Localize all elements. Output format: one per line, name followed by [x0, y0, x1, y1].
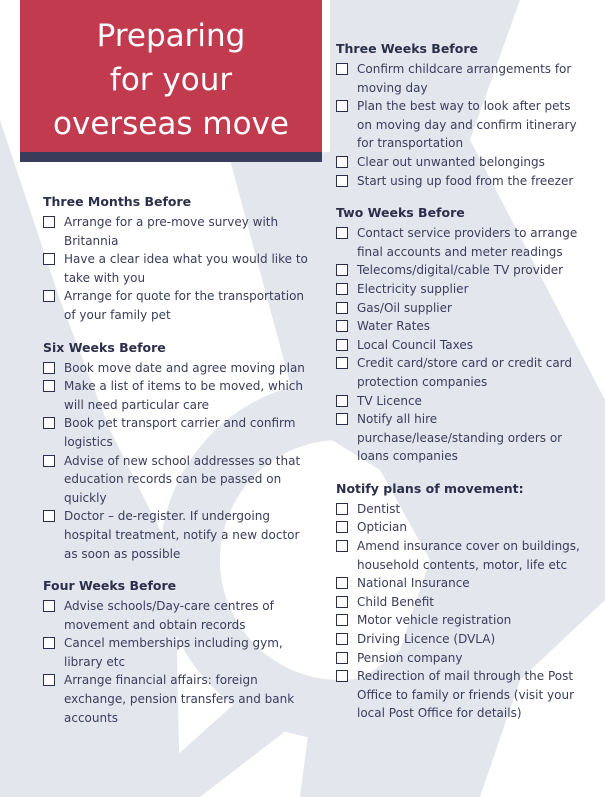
checklist-item-text: Clear out unwanted belongings [357, 154, 545, 169]
checkbox[interactable] [43, 362, 55, 374]
checklist-item [336, 500, 586, 519]
checkbox[interactable] [336, 264, 348, 276]
checklist-item [336, 649, 586, 668]
checklist-item [336, 410, 586, 466]
checkbox[interactable] [336, 670, 348, 682]
checkbox[interactable] [336, 633, 348, 645]
checkbox[interactable] [336, 395, 348, 407]
checklist-item-text: Gas/Oil supplier [357, 300, 452, 315]
checklist-item [43, 671, 313, 727]
checkbox[interactable] [43, 600, 55, 612]
section-notify-plans [336, 480, 586, 723]
checklist-item-text: Driving Licence (DVLA) [357, 632, 496, 647]
checklist-item-text: Make a list of items to be moved, which will need particular care [64, 379, 303, 412]
checklist-item-text: Electricity supplier [357, 281, 469, 296]
checkbox[interactable] [336, 156, 348, 168]
section-heading: Three Weeks Before [336, 41, 478, 56]
section-two-weeks-before [336, 204, 586, 466]
checklist-item [336, 336, 586, 355]
section-heading: Two Weeks Before [336, 205, 465, 221]
checklist-item-text: Confirm childcare arrangements for moving day [357, 62, 572, 95]
checklist-item [336, 299, 586, 318]
checkbox[interactable] [336, 227, 348, 239]
checkbox[interactable] [43, 674, 55, 686]
checkbox[interactable] [43, 216, 55, 228]
checklist-item [336, 611, 586, 630]
checklist-item-text: Start using up food from the freezer [357, 173, 574, 188]
checkbox[interactable] [43, 417, 55, 429]
checklist-item [336, 224, 586, 261]
checklist-item-text: Local Council Taxes [357, 337, 473, 352]
checklist-item-text: Book pet transport carrier and confirm logistics [64, 416, 296, 449]
checklist-item [43, 377, 313, 414]
checklist-item-text: National Insurance [357, 576, 470, 591]
checkbox[interactable] [43, 253, 55, 265]
section-heading: Notify plans of movement: [336, 480, 524, 496]
checklist-item [43, 359, 313, 378]
title-underbar [20, 152, 322, 162]
checkbox[interactable] [43, 455, 55, 467]
checklist-item [43, 452, 313, 508]
checklist-item [336, 354, 586, 391]
checklist-item-text: Water Rates [357, 319, 431, 334]
checkbox[interactable] [43, 290, 55, 302]
checkbox[interactable] [336, 320, 348, 332]
checkbox[interactable] [336, 413, 348, 425]
checkbox[interactable] [336, 614, 348, 626]
checklist-item-text: Optician [357, 520, 407, 535]
section-four-weeks-before [43, 577, 313, 727]
checkbox[interactable] [336, 540, 348, 552]
checklist-item-text: Advise schools/Day-care centres of movement and obtain records [64, 599, 274, 632]
section-six-weeks-before [43, 339, 313, 564]
checklist-item-text: Telecoms/digital/cable TV provider [357, 263, 564, 278]
checkbox[interactable] [336, 175, 348, 187]
title-banner [20, 0, 322, 152]
title-line-2: for your [109, 62, 233, 98]
checklist-item [336, 60, 586, 97]
title-line-3: overseas move [53, 106, 289, 142]
checklist-item-text: Plan the best way to look after pets on moving day and confirm itinerary for transportation [357, 99, 577, 151]
checklist-item [43, 250, 313, 287]
checkbox[interactable] [336, 63, 348, 75]
section-heading: Six Weeks Before [43, 339, 166, 355]
checklist-item [43, 213, 313, 250]
checklist-item-text: Credit card/store card or credit card protection companies [357, 356, 573, 389]
checklist-item-text: Amend insurance cover on buildings, household contents, motor, life etc [357, 539, 580, 572]
checkbox[interactable] [336, 302, 348, 314]
checklist-item-text: Advise of new school addresses so that education records can be passed on quickly [64, 453, 301, 505]
checkbox[interactable] [43, 510, 55, 522]
checklist-item-text: Redirection of mail through the Post Office to family or friends (visit your local Post Office for details) [357, 669, 575, 721]
checklist-item-text: Child Benefit [357, 594, 434, 609]
checklist-item [336, 172, 586, 191]
checkbox[interactable] [336, 596, 348, 608]
checklist-item [336, 593, 586, 612]
checklist-item [336, 153, 586, 172]
checkbox[interactable] [336, 283, 348, 295]
checklist-item-text: Arrange for quote for the transportation of your family pet [64, 289, 305, 322]
checklist-item-text: Have a clear idea what you would like to take with you [64, 252, 308, 285]
checklist-item-text: Doctor – de-register. If undergoing hospital treatment, notify a new doctor as soon as possible [64, 509, 300, 561]
checklist-item [43, 634, 313, 671]
checklist-item [336, 97, 586, 153]
section-three-weeks-before [336, 40, 586, 190]
checklist-item-text: TV Licence [357, 393, 422, 408]
checklist-item-text: Contact service providers to arrange final accounts and meter readings [357, 226, 578, 259]
checklist-item-text: Cancel memberships including gym, library etc [64, 636, 283, 669]
checklist-item [43, 597, 313, 634]
section-three-months-before [43, 193, 313, 325]
checklist-item-text: Book move date and agree moving plan [64, 360, 305, 375]
checkbox[interactable] [336, 339, 348, 351]
title-line-1: Preparing [96, 18, 246, 54]
left-column [43, 193, 313, 741]
checklist-item [336, 280, 586, 299]
checklist-item [336, 518, 586, 537]
checklist-item [336, 630, 586, 649]
checklist-item-text: Motor vehicle registration [357, 613, 512, 628]
checkbox[interactable] [336, 357, 348, 369]
checkbox[interactable] [336, 100, 348, 112]
checklist-item [336, 261, 586, 280]
checkbox[interactable] [43, 637, 55, 649]
right-column [336, 40, 586, 737]
checklist-item [336, 392, 586, 411]
checklist-item [43, 507, 313, 563]
checkbox[interactable] [336, 503, 348, 515]
checklist-item [336, 537, 586, 574]
checklist-item [336, 317, 586, 336]
checkbox[interactable] [336, 652, 348, 664]
checklist-item [43, 414, 313, 451]
checklist-item-text: Arrange for a pre-move survey with Britannia [64, 215, 279, 248]
checklist-item-text: Dentist [357, 501, 401, 516]
section-heading: Three Months Before [43, 194, 192, 209]
checklist-item [336, 574, 586, 593]
checklist-item-text: Notify all hire purchase/lease/standing orders or loans companies [357, 412, 563, 464]
checklist-item-text: Arrange financial affairs: foreign exchange, pension transfers and bank accounts [64, 673, 295, 725]
section-heading: Four Weeks Before [43, 578, 177, 594]
checklist-item [43, 287, 313, 324]
checkbox[interactable] [43, 380, 55, 392]
checkbox[interactable] [336, 521, 348, 533]
checkbox[interactable] [336, 577, 348, 589]
checklist-item-text: Pension company [357, 650, 463, 665]
checklist-item [336, 667, 586, 723]
